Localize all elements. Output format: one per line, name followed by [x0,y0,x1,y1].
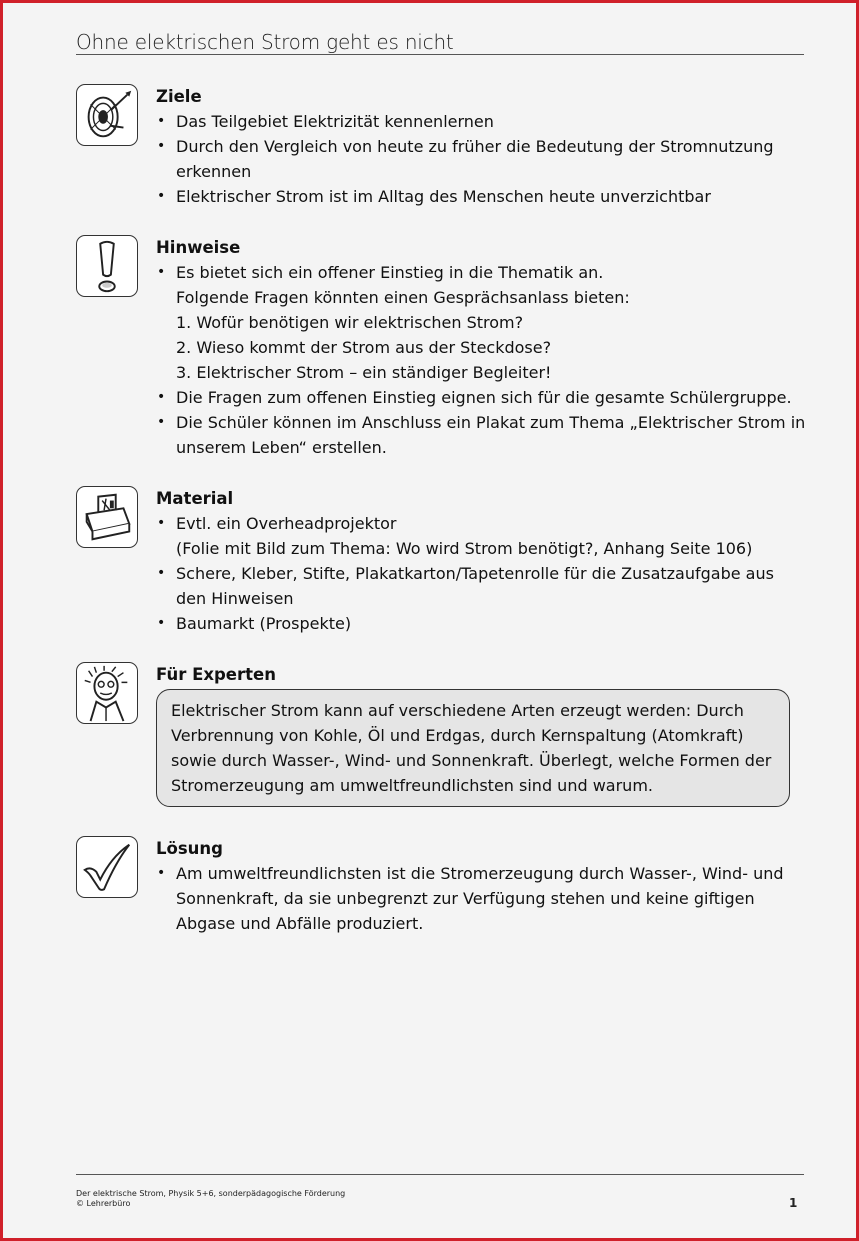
section-heading: Hinweise [156,238,241,257]
list-item: • Elektrischer Strom ist im Alltag des Menschen heute unverzichtbar [156,184,806,209]
scientist-icon [76,662,138,724]
page-number: 1 [789,1196,798,1210]
hinweise-list [156,260,806,460]
loesung-list [156,861,806,936]
hinweise-content [156,235,806,460]
footer-divider [76,1174,804,1175]
list-item-line: 1. Wofür benötigen wir elektrischen Strom? [176,313,524,332]
list-item: • Baumarkt (Prospekte) [156,611,806,636]
material-list [156,511,806,636]
loesung-content [156,836,806,936]
page-title: Ohne elektrischen Strom geht es nicht [76,30,454,54]
checkmark-icon [76,836,138,898]
list-item: • Das Teilgebiet Elektrizität kennenlernen [156,109,806,134]
dartboard-icon [76,84,138,146]
ziele-content [156,84,806,209]
list-item: • Am umweltfreundlichsten ist die Stromerzeugung durch Wasser-, Wind- und Sonnenkraft, da sie unbegrenzt zur Verfügung stehen und keine giftigen Abgase und Abfälle produziert. [156,861,806,936]
list-item [156,511,806,561]
footer-copyright: © Lehrerbüro [76,1199,131,1208]
list-item-text: • Evtl. ein Overheadprojektor [176,514,397,533]
list-item: • Schere, Kleber, Stifte, Plakatkarton/Tapetenrolle für die Zusatzaufgabe aus den Hinweisen [156,561,806,611]
section-heading: Lösung [156,839,223,858]
list-item-text: • Es bietet sich ein offener Einstieg in die Thematik an. [176,263,604,282]
ziele-list [156,109,806,209]
list-item: • Die Schüler können im Anschluss ein Plakat zum Thema „Elektrischer Strom in unserem Leben“ erstellen. [156,410,806,460]
list-item: • Durch den Vergleich von heute zu früher die Bedeutung der Stromnutzung erkennen [156,134,806,184]
toolbox-icon [76,486,138,548]
list-item-line: (Folie mit Bild zum Thema: Wo wird Strom benötigt?, Anhang Seite 106) [176,539,753,558]
list-item: • Die Fragen zum offenen Einstieg eignen sich für die gesamte Schülergruppe. [156,385,806,410]
list-item-line: 3. Elektrischer Strom – ein ständiger Begleiter! [176,363,552,382]
list-item-line: 2. Wieso kommt der Strom aus der Steckdose? [176,338,552,357]
list-item-line: Folgende Fragen könnten einen Gesprächsanlass bieten: [176,288,630,307]
expert-callout-box: Elektrischer Strom kann auf verschiedene Arten erzeugt werden: Durch Verbrennung von Kohle, Öl und Erdgas, durch Kernspaltung (Atomkraft) sowie durch Wasser-, Wind- und Sonnenkraft. Überlegt, welche Formen der Stromerzeugung am umweltfreundlichsten sind und warum. [156,689,790,807]
section-heading: Ziele [156,87,202,106]
footer-source: Der elektrische Strom, Physik 5+6, sonderpädagogische Förderung [76,1189,346,1198]
section-heading: Material [156,489,234,508]
material-content [156,486,806,636]
experten-content [156,662,806,807]
footer-credits [76,1189,345,1209]
section-heading: Für Experten [156,665,276,684]
exclamation-icon [76,235,138,297]
list-item [156,260,806,385]
title-divider [76,54,804,55]
